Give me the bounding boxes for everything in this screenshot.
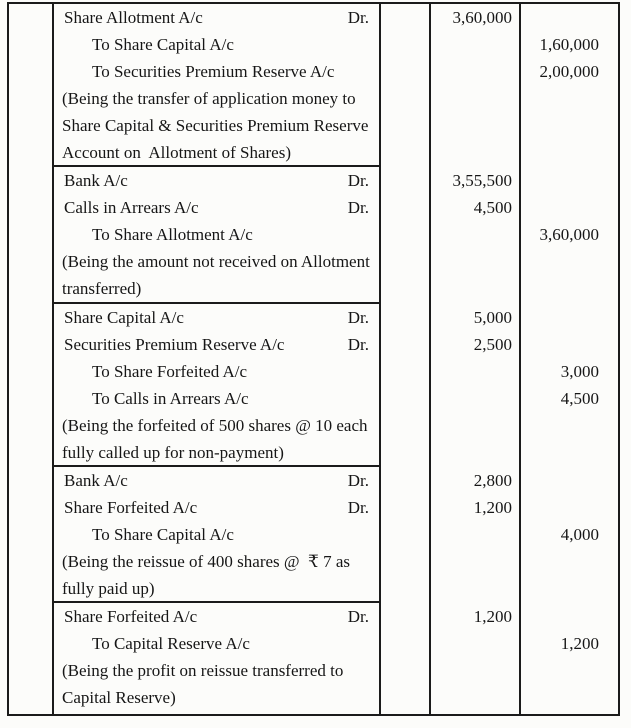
debit-amount: 4,500 xyxy=(473,198,512,217)
account-name: To Share Allotment A/c xyxy=(92,225,253,244)
lf-cell xyxy=(381,358,431,385)
lf-cell xyxy=(381,85,431,112)
credit-amount: 2,00,000 xyxy=(539,62,599,81)
lf-cell xyxy=(381,275,431,302)
lf-cell xyxy=(381,657,431,684)
credit-amount xyxy=(521,4,618,31)
journal-row xyxy=(9,548,618,575)
debit-amount xyxy=(431,439,521,466)
narration-text: (Being the transfer of application money to xyxy=(62,89,356,108)
journal-row xyxy=(9,331,618,358)
journal-row xyxy=(9,467,618,494)
narration-text: Capital Reserve) xyxy=(62,688,176,707)
lf-cell xyxy=(381,439,431,466)
journal-row xyxy=(9,112,618,139)
account-name: To Capital Reserve A/c xyxy=(92,634,250,653)
journal-row xyxy=(9,385,618,412)
journal-entry xyxy=(9,167,618,304)
particulars-cell xyxy=(9,494,381,521)
credit-amount: 4,000 xyxy=(560,525,599,544)
credit-amount xyxy=(521,548,618,575)
lf-cell xyxy=(381,304,431,331)
journal-row xyxy=(9,221,618,248)
lf-cell xyxy=(381,630,431,657)
particulars-cell xyxy=(9,221,381,248)
journal-row xyxy=(9,139,618,166)
journal-row xyxy=(9,194,618,221)
journal-row xyxy=(9,4,618,31)
lf-cell xyxy=(381,521,431,548)
journal-row xyxy=(9,31,618,58)
credit-amount: 3,60,000 xyxy=(539,225,599,244)
credit-amount: 3,000 xyxy=(560,362,599,381)
credit-amount xyxy=(521,494,618,521)
lf-cell xyxy=(381,194,431,221)
account-name: Securities Premium Reserve A/c xyxy=(64,335,285,354)
dr-label: Dr. xyxy=(347,308,369,327)
lf-cell xyxy=(381,31,431,58)
narration-text: transferred) xyxy=(62,279,142,298)
lf-cell xyxy=(381,467,431,494)
account-name: To Share Forfeited A/c xyxy=(92,362,248,381)
particulars-cell xyxy=(9,167,381,194)
lf-cell xyxy=(381,331,431,358)
journal-row xyxy=(9,521,618,548)
credit-amount xyxy=(521,304,618,331)
dr-label: Dr. xyxy=(347,171,369,190)
journal-row xyxy=(9,248,618,275)
dr-label: Dr. xyxy=(347,8,369,27)
credit-amount xyxy=(521,167,618,194)
lf-cell xyxy=(381,385,431,412)
credit-amount xyxy=(521,248,618,275)
particulars-cell xyxy=(9,575,381,602)
account-name: To Share Capital A/c xyxy=(92,35,234,54)
lf-cell xyxy=(381,494,431,521)
debit-amount xyxy=(431,385,521,412)
dr-label: Dr. xyxy=(347,335,369,354)
lf-cell xyxy=(381,4,431,31)
credit-amount xyxy=(521,85,618,112)
journal-row xyxy=(9,167,618,194)
credit-amount xyxy=(521,467,618,494)
debit-amount xyxy=(431,275,521,302)
particulars-cell xyxy=(9,603,381,630)
credit-amount xyxy=(521,331,618,358)
account-name: Share Allotment A/c xyxy=(64,8,203,27)
lf-cell xyxy=(381,412,431,439)
narration-text: (Being the forfeited of 500 shares @ 10 each xyxy=(62,416,368,435)
debit-amount: 1,200 xyxy=(473,498,512,517)
debit-amount xyxy=(431,548,521,575)
particulars-cell xyxy=(9,248,381,275)
journal-table-body xyxy=(9,4,618,714)
credit-amount xyxy=(521,139,618,166)
journal-row xyxy=(9,58,618,85)
debit-amount xyxy=(431,358,521,385)
dr-label: Dr. xyxy=(347,607,369,626)
particulars-cell xyxy=(9,467,381,494)
narration-text: (Being the reissue of 400 shares @ ₹ 7 as xyxy=(62,552,351,571)
lf-cell xyxy=(381,58,431,85)
narration-text: (Being the amount not received on Allotment xyxy=(62,252,370,271)
credit-amount: 1,200 xyxy=(560,634,599,653)
journal-row xyxy=(9,603,618,630)
journal-row xyxy=(9,358,618,385)
particulars-cell xyxy=(9,358,381,385)
credit-amount: 4,500 xyxy=(560,389,599,408)
account-name: Calls in Arrears A/c xyxy=(64,198,199,217)
credit-amount xyxy=(521,112,618,139)
account-name: Bank A/c xyxy=(64,171,128,190)
credit-amount: 1,60,000 xyxy=(539,35,599,54)
particulars-cell xyxy=(9,31,381,58)
journal-row xyxy=(9,439,618,466)
credit-amount xyxy=(521,439,618,466)
debit-amount: 1,200 xyxy=(473,607,512,626)
account-name: Bank A/c xyxy=(64,471,128,490)
credit-amount xyxy=(521,575,618,602)
journal-entry xyxy=(9,603,618,714)
debit-amount xyxy=(431,684,521,711)
debit-amount xyxy=(431,248,521,275)
particulars-cell xyxy=(9,521,381,548)
particulars-cell xyxy=(9,630,381,657)
debit-amount xyxy=(431,139,521,166)
journal-table xyxy=(7,2,620,716)
debit-amount xyxy=(431,58,521,85)
particulars-cell xyxy=(9,548,381,575)
particulars-cell xyxy=(9,412,381,439)
dr-label: Dr. xyxy=(347,498,369,517)
particulars-cell xyxy=(9,112,381,139)
particulars-cell xyxy=(9,304,381,331)
journal-row xyxy=(9,275,618,302)
particulars-cell xyxy=(9,331,381,358)
credit-amount xyxy=(521,194,618,221)
narration-text: fully paid up) xyxy=(62,579,155,598)
credit-amount xyxy=(521,684,618,711)
account-name: To Calls in Arrears A/c xyxy=(92,389,249,408)
debit-amount: 2,500 xyxy=(473,335,512,354)
debit-amount: 3,60,000 xyxy=(452,8,512,27)
credit-amount xyxy=(521,275,618,302)
lf-cell xyxy=(381,575,431,602)
lf-cell xyxy=(381,548,431,575)
journal-row xyxy=(9,684,618,711)
particulars-cell xyxy=(9,139,381,166)
debit-amount xyxy=(431,412,521,439)
journal-entry xyxy=(9,304,618,467)
credit-amount xyxy=(521,412,618,439)
lf-cell xyxy=(381,112,431,139)
journal-row xyxy=(9,304,618,331)
account-name: To Securities Premium Reserve A/c xyxy=(92,62,335,81)
lf-cell xyxy=(381,684,431,711)
debit-amount xyxy=(431,85,521,112)
journal-row xyxy=(9,494,618,521)
account-name: Share Capital A/c xyxy=(64,308,184,327)
credit-amount xyxy=(521,603,618,630)
lf-cell xyxy=(381,603,431,630)
account-name: To Share Capital A/c xyxy=(92,525,234,544)
journal-row xyxy=(9,575,618,602)
narration-text: (Being the profit on reissue transferred to xyxy=(62,661,344,680)
particulars-cell xyxy=(9,657,381,684)
debit-amount xyxy=(431,31,521,58)
journal-row xyxy=(9,412,618,439)
journal-row xyxy=(9,657,618,684)
debit-amount xyxy=(431,630,521,657)
account-name: Share Forfeited A/c xyxy=(64,607,198,626)
narration-text: Share Capital & Securities Premium Reserve xyxy=(62,116,369,135)
journal-entry xyxy=(9,467,618,603)
journal-row xyxy=(9,85,618,112)
particulars-cell xyxy=(9,85,381,112)
lf-cell xyxy=(381,139,431,166)
dr-label: Dr. xyxy=(347,471,369,490)
debit-amount: 5,000 xyxy=(473,308,512,327)
journal-entries xyxy=(9,4,618,714)
dr-label: Dr. xyxy=(347,198,369,217)
lf-cell xyxy=(381,167,431,194)
particulars-cell xyxy=(9,58,381,85)
debit-amount: 3,55,500 xyxy=(452,171,512,190)
debit-amount: 2,800 xyxy=(473,471,512,490)
debit-amount xyxy=(431,657,521,684)
particulars-cell xyxy=(9,4,381,31)
credit-amount xyxy=(521,657,618,684)
particulars-cell xyxy=(9,275,381,302)
debit-amount xyxy=(431,521,521,548)
debit-amount xyxy=(431,575,521,602)
particulars-cell xyxy=(9,194,381,221)
debit-amount xyxy=(431,112,521,139)
particulars-cell xyxy=(9,439,381,466)
journal-row xyxy=(9,630,618,657)
lf-cell xyxy=(381,221,431,248)
narration-text: Account on Allotment of Shares) xyxy=(62,143,291,162)
account-name: Share Forfeited A/c xyxy=(64,498,198,517)
debit-amount xyxy=(431,221,521,248)
particulars-cell xyxy=(9,385,381,412)
narration-text: fully called up for non-payment) xyxy=(62,443,284,462)
journal-entry xyxy=(9,4,618,167)
lf-cell xyxy=(381,248,431,275)
particulars-cell xyxy=(9,684,381,711)
